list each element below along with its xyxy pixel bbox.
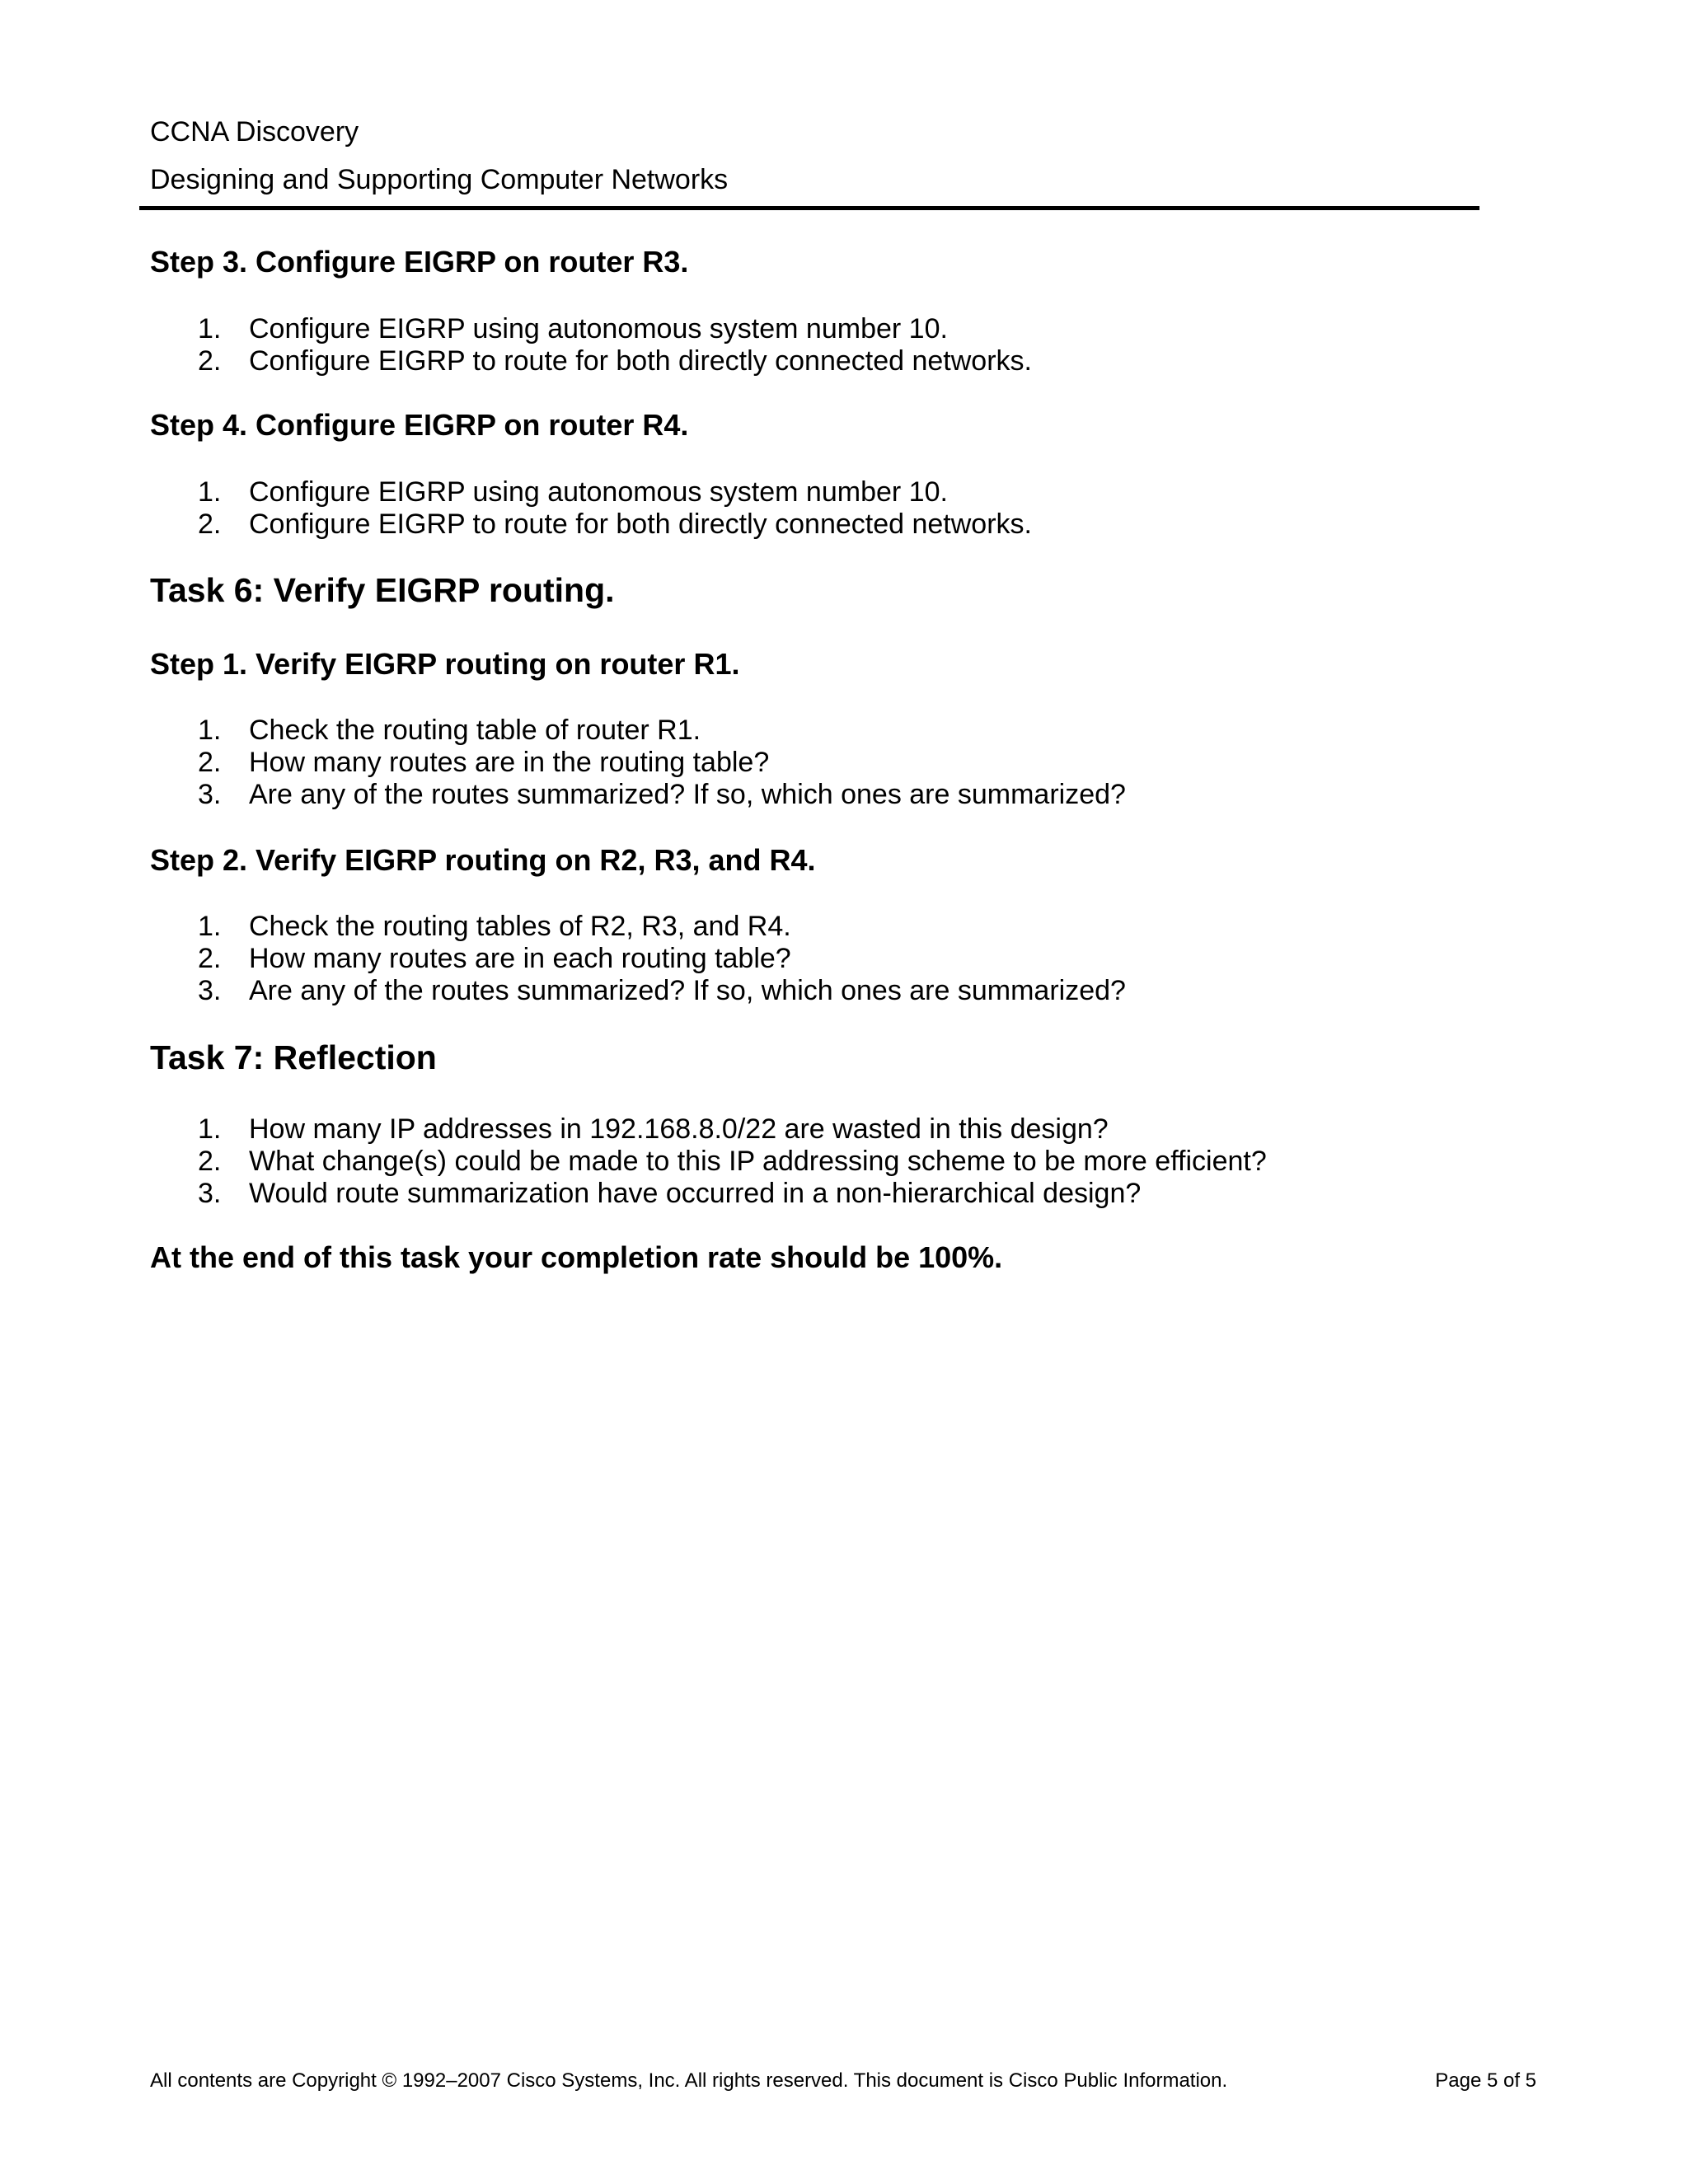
list-item-text: Check the routing table of router R1. — [249, 715, 701, 746]
step-2-heading: Step 2. Verify EIGRP routing on R2, R3, and R4. — [150, 843, 816, 877]
list-item-text: Configure EIGRP using autonomous system number 10. — [249, 313, 948, 344]
footer-copyright: All contents are Copyright © 1992–2007 Cisco Systems, Inc. All rights reserved. This document is Cisco Public Information. — [150, 2069, 1228, 2092]
list-item-number: 1. — [198, 476, 222, 508]
list-item-number: 1. — [198, 911, 222, 942]
task-6-heading: Task 6: Verify EIGRP routing. — [150, 571, 615, 609]
step-1-heading: Step 1. Verify EIGRP routing on router R1. — [150, 647, 740, 681]
list-item-number: 3. — [198, 1178, 222, 1209]
list-item-text: How many routes are in each routing table? — [249, 943, 791, 974]
list-item-text: How many routes are in the routing table? — [249, 747, 770, 778]
completion-note: At the end of this task your completion rate should be 100%. — [150, 1240, 1003, 1274]
list-item-number: 2. — [198, 747, 222, 778]
list-item-number: 3. — [198, 779, 222, 810]
list-item-text: Check the routing tables of R2, R3, and R4. — [249, 911, 791, 942]
list-item-text: Configure EIGRP to route for both directly connected networks. — [249, 509, 1032, 540]
list-item-number: 2. — [198, 345, 222, 377]
list-item-number: 1. — [198, 1113, 222, 1145]
list-item-text: Would route summarization have occurred in a non-hierarchical design? — [249, 1178, 1142, 1209]
list-item-number: 1. — [198, 715, 222, 746]
task-7-heading: Task 7: Reflection — [150, 1038, 437, 1076]
list-item-text: Configure EIGRP to route for both directly connected networks. — [249, 345, 1032, 377]
header-divider — [139, 206, 1479, 210]
footer-page-number: Page 5 of 5 — [1435, 2069, 1536, 2092]
list-item-number: 3. — [198, 975, 222, 1006]
list-item-text: Configure EIGRP using autonomous system number 10. — [249, 476, 948, 508]
step-4-heading: Step 4. Configure EIGRP on router R4. — [150, 408, 689, 442]
step-3-heading: Step 3. Configure EIGRP on router R3. — [150, 245, 689, 279]
list-item-text: Are any of the routes summarized? If so, which ones are summarized? — [249, 975, 1126, 1006]
header-course-name: CCNA Discovery — [150, 116, 359, 148]
list-item-text: Are any of the routes summarized? If so, which ones are summarized? — [249, 779, 1126, 810]
list-item-text: What change(s) could be made to this IP addressing scheme to be more efficient? — [249, 1146, 1267, 1177]
list-item-number: 2. — [198, 943, 222, 974]
list-item-number: 1. — [198, 313, 222, 344]
header-course-subtitle: Designing and Supporting Computer Networks — [150, 164, 729, 195]
list-item-number: 2. — [198, 1146, 222, 1177]
list-item-text: How many IP addresses in 192.168.8.0/22 are wasted in this design? — [249, 1113, 1109, 1145]
list-item-number: 2. — [198, 509, 222, 540]
